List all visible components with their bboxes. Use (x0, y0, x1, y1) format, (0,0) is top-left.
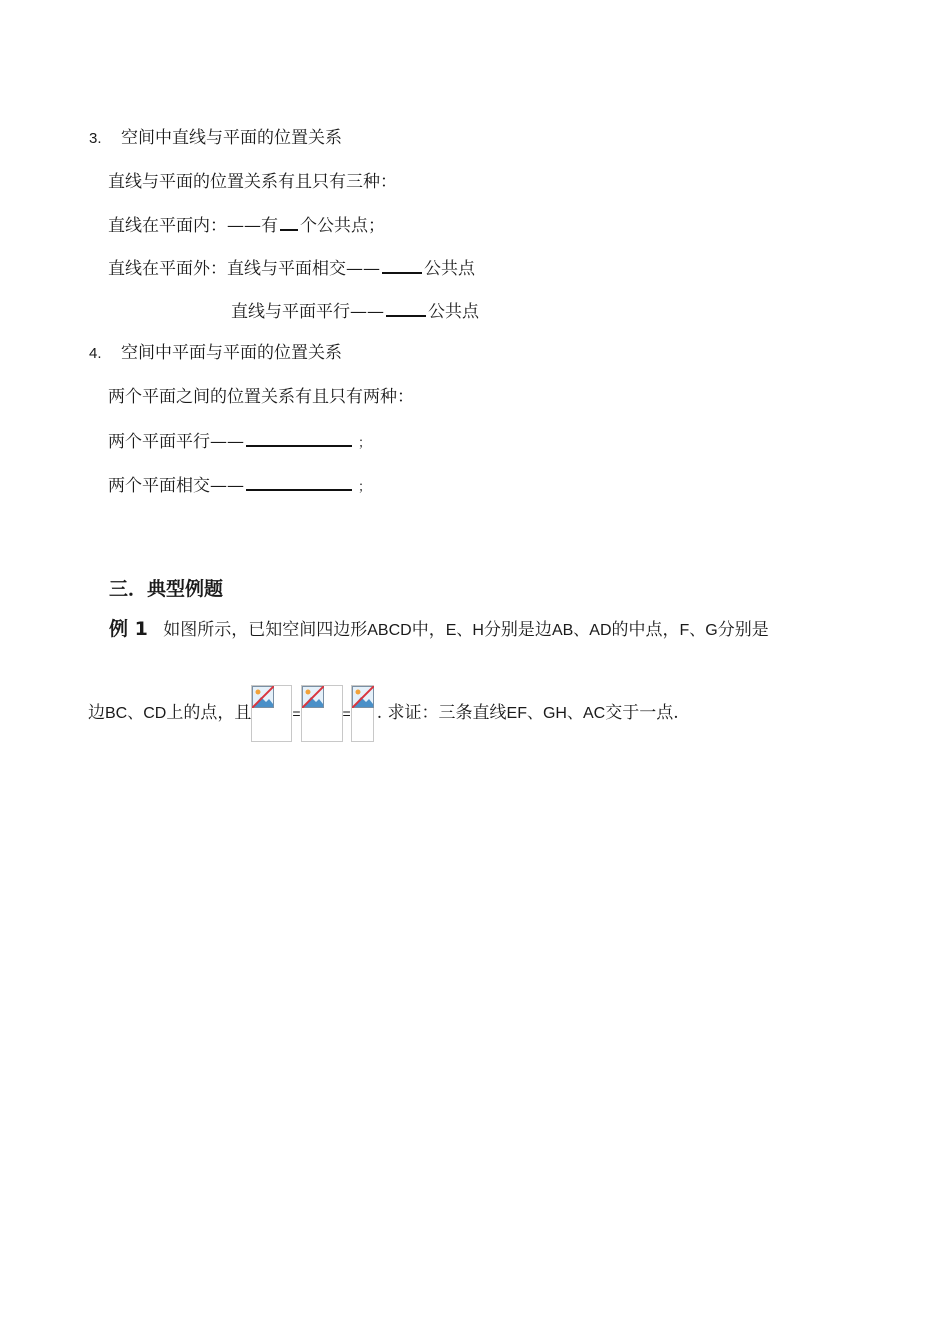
item3-line3 (231, 299, 479, 323)
item3-heading: 空间中直线与平面的位置关系 (121, 128, 342, 148)
item3-line1 (108, 213, 385, 237)
example1-line2 (88, 684, 679, 743)
example-text: 的中点， (611, 620, 680, 640)
item4-line1 (108, 429, 371, 455)
item4-intro: 两个平面之间的位置关系有且只有两种： (108, 387, 414, 407)
item4-line2-text-a: 两个平面相交—— (108, 476, 244, 496)
item4-line1-text-b: ； (358, 436, 372, 451)
item4-number: 4. (89, 345, 102, 362)
answer-blank[interactable] (246, 429, 352, 447)
example-text: 交于一点. (605, 703, 679, 723)
item4-heading: 空间中平面与平面的位置关系 (121, 343, 342, 363)
example-text: 分别是边 (483, 620, 552, 640)
broken-image-icon (301, 685, 343, 742)
equals-sign: = (292, 705, 301, 722)
item4-line1-text-a: 两个平面平行—— (108, 432, 244, 452)
item4-line2-text-b: ； (358, 480, 372, 495)
item3-intro: 直线与平面的位置关系有且只有三种： (108, 172, 397, 192)
answer-blank[interactable] (382, 256, 422, 274)
item3-number: 3. (89, 130, 102, 147)
example-text: . 求证：三条直线 (376, 703, 507, 723)
example-text: 上的点，且 (166, 703, 252, 723)
example1-line1 (109, 618, 769, 642)
item3-heading-line (89, 127, 342, 150)
example-term: ABCD (367, 622, 412, 639)
item3-line2-text-a: 直线在平面外：直线与平面相交—— (108, 259, 380, 279)
example-label: 例 1 (109, 618, 148, 640)
example-text: 如图所示，已知空间四边形 (163, 620, 368, 640)
example-text: 分别是 (717, 620, 769, 640)
item3-line3-text-a: 直线与平面平行—— (231, 302, 384, 322)
example-term: AB、AD (551, 622, 612, 639)
equals-sign: = (342, 705, 351, 722)
example-term: BC、CD (105, 705, 167, 722)
item3-line1-text-a: 直线在平面内：——有 (108, 216, 278, 236)
example-term: EF、GH、AC (506, 705, 606, 722)
example-term: E、H (445, 622, 484, 639)
example-text: 中， (411, 620, 446, 640)
item3-line2 (108, 256, 475, 280)
broken-image-icon (351, 685, 374, 742)
answer-blank[interactable] (246, 473, 352, 491)
item3-line3-text-b: 公共点 (428, 302, 479, 322)
broken-image-icon (251, 685, 292, 742)
item3-line1-text-b: 个公共点； (300, 216, 385, 236)
answer-blank[interactable] (280, 213, 298, 231)
example-text: 边 (88, 703, 105, 723)
item4-heading-line (89, 342, 342, 365)
item3-line2-text-b: 公共点 (424, 259, 475, 279)
example-term: F、G (679, 622, 718, 639)
item4-line2 (108, 473, 371, 499)
section-title: 三．典型例题 (109, 578, 224, 600)
answer-blank[interactable] (386, 299, 426, 317)
